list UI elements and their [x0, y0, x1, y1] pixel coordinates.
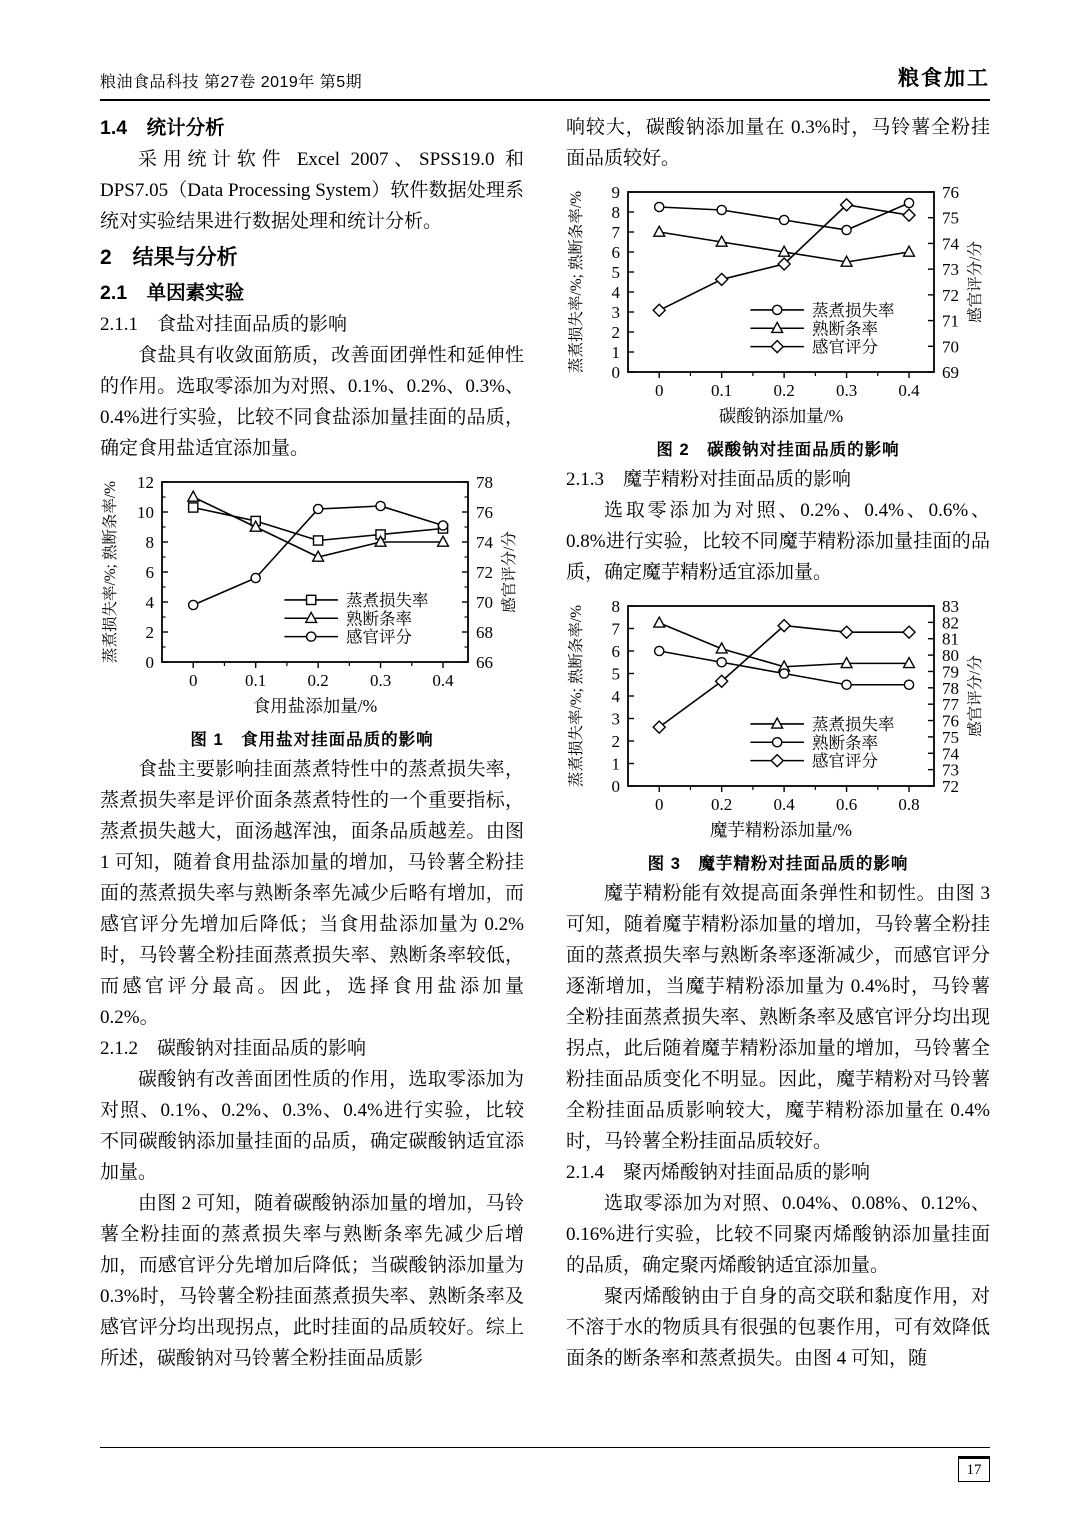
svg-text:81: 81 — [942, 629, 959, 649]
svg-text:感官评分: 感官评分 — [811, 337, 878, 357]
svg-text:80: 80 — [942, 646, 959, 666]
paragraph-salt-intro: 食盐具有收敛面筋质，改善面团弹性和延伸性的作用。选取零添加为对照、0.1%、0.2%、0.3%、0.4%进行实验，比较不同食盐添加量挂面的品质，确定食用盐适宜添加量。 — [100, 345, 524, 459]
svg-text:0.4: 0.4 — [432, 671, 454, 690]
svg-text:0.1: 0.1 — [711, 381, 733, 400]
heading-2-1-2: 2.1.2 碳酸钠对挂面品质的影响 — [100, 1038, 367, 1059]
svg-text:熟断条率: 熟断条率 — [811, 319, 878, 339]
svg-text:1: 1 — [611, 343, 620, 362]
svg-text:4: 4 — [611, 687, 620, 706]
svg-text:蒸煮损失率/%; 熟断条率/%: 蒸煮损失率/%; 熟断条率/% — [568, 604, 585, 788]
chart-soda-effect — [566, 180, 990, 434]
paragraph-polyacrylate-discussion: 聚丙烯酸钠由于自身的高交联和黏度作用，对不溶于水的物质具有很强的包裹作用，可有效降低面条的断条率和蒸煮损失。由图 4 可知，随 — [566, 1286, 990, 1369]
svg-text:感官评分/分: 感官评分/分 — [967, 241, 984, 323]
svg-text:蒸煮损失率: 蒸煮损失率 — [811, 714, 895, 734]
paragraph-soda-discussion-part2: 响较大，碳酸钠添加量在 0.3%时，马铃薯全粉挂面品质较好。 — [566, 117, 990, 169]
svg-text:8: 8 — [611, 597, 620, 616]
footer-divider — [100, 1447, 990, 1448]
svg-text:76: 76 — [942, 711, 959, 731]
svg-text:73: 73 — [942, 760, 959, 780]
svg-text:2: 2 — [145, 623, 154, 642]
heading-1-4: 1.4 统计分析 — [100, 117, 225, 139]
page-header — [100, 62, 990, 101]
svg-text:6: 6 — [611, 642, 620, 661]
svg-text:4: 4 — [611, 283, 620, 302]
svg-text:0.2: 0.2 — [773, 381, 795, 400]
svg-text:0.1: 0.1 — [245, 671, 267, 690]
svg-text:77: 77 — [942, 695, 959, 715]
svg-text:12: 12 — [137, 473, 154, 492]
chart-salt-effect — [100, 470, 524, 724]
svg-text:78: 78 — [476, 473, 493, 492]
svg-text:79: 79 — [942, 662, 959, 682]
svg-text:感官评分: 感官评分 — [345, 627, 412, 647]
svg-text:83: 83 — [942, 597, 959, 616]
svg-text:68: 68 — [476, 623, 493, 642]
chart-konjac-effect — [566, 594, 990, 848]
svg-text:4: 4 — [145, 593, 154, 612]
svg-text:72: 72 — [476, 563, 493, 582]
svg-text:蒸煮损失率/%; 熟断条率/%: 蒸煮损失率/%; 熟断条率/% — [568, 190, 585, 374]
svg-text:6: 6 — [145, 563, 154, 582]
svg-text:0: 0 — [654, 381, 664, 400]
heading-2-1-1: 2.1.1 食盐对挂面品质的影响 — [100, 314, 348, 335]
svg-text:72: 72 — [942, 777, 959, 796]
svg-text:蒸煮损失率/%; 熟断条率/%: 蒸煮损失率/%; 熟断条率/% — [102, 480, 119, 664]
svg-text:10: 10 — [137, 503, 154, 522]
svg-text:感官评分/分: 感官评分/分 — [501, 531, 518, 613]
svg-text:0.4: 0.4 — [773, 795, 795, 814]
svg-text:0: 0 — [611, 363, 620, 382]
svg-text:0.3: 0.3 — [369, 671, 392, 690]
svg-text:0: 0 — [188, 671, 198, 690]
svg-text:74: 74 — [942, 234, 959, 254]
svg-text:0.8: 0.8 — [898, 795, 920, 814]
column-left — [100, 112, 524, 1374]
svg-text:6: 6 — [611, 243, 620, 262]
paragraph-salt-discussion: 食盐主要影响挂面蒸煮特性中的蒸煮损失率，蒸煮损失率是评价面条蒸煮特性的一个重要指标，蒸煮损失越大，面汤越浑浊，面条品质越差。由图 1 可知，随着食用盐添加量的增加，马铃薯全粉挂面的蒸煮损失率与熟断条率先减少后略有增加，而感官评分先增加后降低；当食用盐添加量为 0.2%时，马铃薯全粉挂面蒸煮损失率、熟断条率较低，而感官评分最高。因此，选择食用盐添加量 0.2%。 — [100, 759, 524, 1028]
svg-text:熟断条率: 熟断条率 — [811, 733, 878, 753]
svg-text:2: 2 — [611, 732, 620, 751]
svg-text:9: 9 — [611, 183, 620, 202]
page-number: 17 — [958, 1456, 990, 1482]
svg-text:3: 3 — [611, 709, 620, 729]
svg-text:5: 5 — [611, 263, 620, 282]
svg-text:71: 71 — [942, 311, 959, 331]
figure-3-caption: 图 3 魔芋精粉对挂面品质的影响 — [647, 855, 909, 873]
journal-info: 粮油食品科技 第27卷 2019年 第5期 — [100, 74, 363, 91]
journal-section-label: 粮食加工 — [898, 67, 990, 90]
svg-text:感官评分: 感官评分 — [811, 751, 878, 771]
svg-text:76: 76 — [476, 503, 493, 522]
svg-text:0.6: 0.6 — [835, 795, 858, 814]
heading-2-1-3: 2.1.3 魔芋精粉对挂面品质的影响 — [566, 469, 852, 490]
svg-text:70: 70 — [942, 337, 959, 357]
svg-text:76: 76 — [942, 183, 959, 202]
svg-text:0.4: 0.4 — [898, 381, 920, 400]
svg-text:魔芋精粉添加量/%: 魔芋精粉添加量/% — [710, 820, 852, 840]
svg-text:0: 0 — [654, 795, 664, 814]
svg-text:3: 3 — [611, 303, 620, 322]
svg-text:蒸煮损失率: 蒸煮损失率 — [811, 300, 895, 320]
paragraph-statistics: 采用统计软件 Excel 2007、SPSS19.0 和DPS7.05（Data Processing System）软件数据处理系统对实验结果进行数据处理和统计分析。 — [100, 149, 524, 232]
svg-text:蒸煮损失率: 蒸煮损失率 — [345, 590, 429, 610]
column-right — [566, 112, 990, 1374]
svg-text:0: 0 — [611, 777, 620, 796]
svg-text:1: 1 — [611, 754, 620, 774]
svg-text:熟断条率: 熟断条率 — [345, 609, 412, 629]
heading-2: 2 结果与分析 — [100, 246, 238, 269]
two-column-body — [100, 112, 990, 1374]
svg-text:74: 74 — [942, 744, 959, 764]
svg-text:8: 8 — [145, 533, 154, 552]
figure-1-caption: 图 1 食用盐对挂面品质的影响 — [190, 731, 434, 749]
svg-text:72: 72 — [942, 285, 959, 305]
svg-text:0.3: 0.3 — [835, 381, 858, 400]
paragraph-polyacrylate-intro: 选取零添加为对照、0.04%、0.08%、0.12%、0.16%进行实验，比较不同聚丙烯酸钠添加量挂面的品质，确定聚丙烯酸钠适宜添加量。 — [566, 1193, 990, 1276]
svg-text:66: 66 — [476, 653, 493, 672]
svg-text:78: 78 — [942, 678, 959, 698]
svg-text:8: 8 — [611, 203, 620, 222]
figure-3 — [566, 594, 990, 874]
figure-2 — [566, 180, 990, 460]
svg-text:74: 74 — [476, 533, 493, 552]
paragraph-konjac-intro: 选取零添加为对照、0.2%、0.4%、0.6%、0.8%进行实验，比较不同魔芋精粉添加量挂面的品质，确定魔芋精粉适宜添加量。 — [566, 500, 990, 583]
paragraph-konjac-discussion: 魔芋精粉能有效提高面条弹性和韧性。由图 3 可知，随着魔芋精粉添加量的增加，马铃薯全粉挂面的蒸煮损失率与熟断条率逐渐减少，而感官评分逐渐增加，当魔芋精粉添加量为 0.4%时，马铃薯全粉挂面蒸煮损失率、熟断条率及感官评分均出现拐点，此后随着魔芋精粉添加量的增加，马铃薯全粉挂面品质变化不明显。因此，魔芋精粉对马铃薯全粉挂面品质影响较大，魔芋精粉添加量在 0.4%时，马铃薯全粉挂面品质较好。 — [566, 883, 990, 1152]
paragraph-soda-discussion-part1: 由图 2 可知，随着碳酸钠添加量的增加，马铃薯全粉挂面的蒸煮损失率与熟断条率先减少后增加，而感官评分先增加后降低；当碳酸钠添加量为 0.3%时，马铃薯全粉挂面蒸煮损失率、熟断条率及感官评分均出现拐点，此时挂面的品质较好。综上所述，碳酸钠对马铃薯全粉挂面品质影 — [100, 1193, 524, 1369]
svg-text:感官评分/分: 感官评分/分 — [967, 655, 984, 737]
svg-text:5: 5 — [611, 664, 620, 684]
heading-2-1-4: 2.1.4 聚丙烯酸钠对挂面品质的影响 — [566, 1162, 871, 1183]
figure-2-caption: 图 2 碳酸钠对挂面品质的影响 — [656, 441, 900, 459]
svg-text:82: 82 — [942, 613, 959, 633]
svg-text:69: 69 — [942, 363, 959, 382]
svg-text:73: 73 — [942, 260, 959, 280]
svg-text:75: 75 — [942, 208, 959, 228]
paragraph-soda-intro: 碳酸钠有改善面团性质的作用，选取零添加为对照、0.1%、0.2%、0.3%、0.4%进行实验，比较不同碳酸钠添加量挂面的品质，确定碳酸钠适宜添加量。 — [100, 1069, 524, 1183]
figure-1 — [100, 470, 524, 750]
svg-text:2: 2 — [611, 323, 620, 342]
svg-text:0.2: 0.2 — [711, 795, 733, 814]
svg-text:食用盐添加量/%: 食用盐添加量/% — [252, 696, 378, 716]
svg-text:7: 7 — [611, 223, 620, 242]
svg-text:7: 7 — [611, 619, 620, 639]
svg-text:碳酸钠添加量/%: 碳酸钠添加量/% — [718, 406, 844, 426]
heading-2-1: 2.1 单因素实验 — [100, 282, 245, 304]
svg-text:0: 0 — [145, 653, 154, 672]
svg-text:75: 75 — [942, 727, 959, 747]
svg-text:70: 70 — [476, 593, 493, 612]
svg-text:0.2: 0.2 — [307, 671, 329, 690]
